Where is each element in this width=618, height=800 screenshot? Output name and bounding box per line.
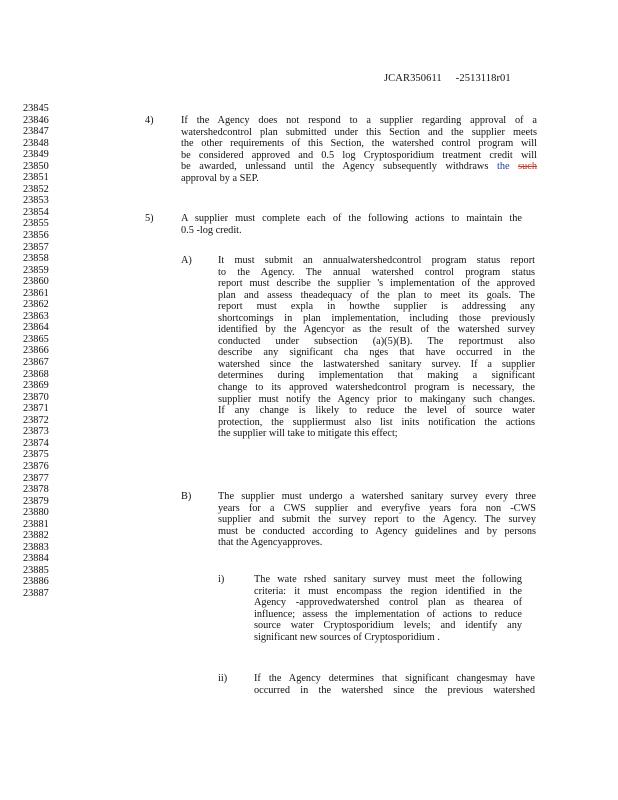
- line-number: 23851: [23, 172, 49, 184]
- text-line: watershed since the lastwatershed sanitary survey. If a supplier: [218, 358, 535, 370]
- item-4-marker: 4): [145, 115, 154, 126]
- line-number: 23861: [23, 287, 49, 299]
- text-line: [181, 161, 537, 173]
- text-line: significant new sources of Cryptosporidium .: [254, 631, 440, 643]
- text-line: 0.5 -log credit.: [181, 224, 242, 236]
- text-line: years for a CWS supplier and everyfive years fora non -CWS: [218, 502, 536, 514]
- text-line: describe any significant cha nges that have occurred in the: [218, 347, 535, 359]
- line-number: 23862: [23, 299, 49, 311]
- line-number: 23886: [23, 576, 49, 588]
- line-number: 23852: [23, 183, 49, 195]
- line-number: 23858: [23, 253, 49, 265]
- line-number-column: [23, 103, 49, 600]
- text-line: must be conducted according to Agency guidelines and by persons: [218, 525, 536, 537]
- text-line: the supplier will take to mitigate this effect;: [218, 428, 398, 440]
- line-number: 23878: [23, 484, 49, 496]
- item-5-paragraph: [181, 213, 522, 236]
- line-number: 23876: [23, 460, 49, 472]
- line-number: 23887: [23, 587, 49, 599]
- item-a-marker: A): [181, 255, 192, 266]
- text-line: the other requirements of this Section, the watershed control program will: [181, 138, 537, 150]
- line-number: 23881: [23, 518, 49, 530]
- line-number: 23853: [23, 195, 49, 207]
- document-version: -2513118r01: [455, 73, 511, 84]
- line-number: 23845: [23, 103, 49, 114]
- line-number: 23882: [23, 530, 49, 542]
- text-line: The wate rshed sanitary survey must meet the following: [254, 574, 522, 585]
- line-number: 23880: [23, 507, 49, 519]
- line-number: 23871: [23, 403, 49, 415]
- text-line: criteria: it must encompass the region identified in the: [254, 585, 522, 597]
- line-number: 23848: [23, 137, 49, 149]
- item-b-marker: B): [181, 491, 192, 502]
- struck-text: such: [518, 161, 537, 173]
- text-line: shortcomings in plan implementation, including those previously: [218, 312, 535, 324]
- line-number: 23874: [23, 437, 49, 449]
- line-number: 23866: [23, 345, 49, 357]
- line-number: 23854: [23, 206, 49, 218]
- line-number: 23872: [23, 414, 49, 426]
- item-5-marker: 5): [145, 213, 154, 224]
- item-b-paragraph: [218, 491, 536, 549]
- line-number: 23885: [23, 564, 49, 576]
- text-line: protection, the suppliermust also list inits notification the actions: [218, 416, 535, 428]
- text-line: plan and assess theadequacy of the plan to meet its goals. The: [218, 289, 535, 301]
- text-line: identified by the Agencyor as the result of the watershed survey: [218, 324, 535, 336]
- text-line: Agency -approvedwatershed control plan as thearea of: [254, 597, 522, 609]
- line-number: 23884: [23, 553, 49, 565]
- document-code: JCAR350611: [384, 73, 442, 84]
- text-line: occurred in the watershed since the previous watershed: [254, 684, 535, 696]
- line-number: 23883: [23, 541, 49, 553]
- page-header: [384, 73, 511, 84]
- text-line: determines during implementation that making a significant: [218, 370, 535, 382]
- text-line: supplier and submit the survey report to the Agency. The survey: [218, 514, 536, 526]
- line-number: 23856: [23, 230, 49, 242]
- line-number: 23877: [23, 472, 49, 484]
- text-line: The supplier must undergo a watershed sanitary survey every three: [218, 491, 536, 502]
- item-b-i-marker: i): [218, 574, 225, 585]
- text-line: conducted under subsection (a)(5)(B). The reportmust also: [218, 335, 535, 347]
- item-b-ii-paragraph: [254, 673, 535, 696]
- text-line: change to its approved watershedcontrol program is necessary, the: [218, 382, 535, 394]
- inserted-text: the: [496, 161, 510, 173]
- text-line: be considered approved and 0.5 log Cryptosporidium treatment credit will: [181, 149, 537, 161]
- text-line: If the Agency determines that significant changesmay have: [254, 673, 535, 684]
- text-line: approval by a SEP.: [181, 172, 259, 184]
- line-number: 23847: [23, 126, 49, 138]
- item-4-paragraph: [181, 115, 537, 184]
- line-number: 23849: [23, 149, 49, 161]
- text-line: It must submit an annualwatershedcontrol program status report: [218, 255, 535, 266]
- text-line: source water Cryptosporidium levels; and identify any: [254, 620, 522, 632]
- line-number: 23868: [23, 368, 49, 380]
- text-line: to the Agency. The annual watershed control program status: [218, 266, 535, 278]
- line-number: 23867: [23, 357, 49, 369]
- line-number: 23860: [23, 276, 49, 288]
- line-number: 23850: [23, 160, 49, 172]
- text-line: watershedcontrol plan submitted under this Section and the supplier meets: [181, 126, 537, 138]
- item-a-paragraph: [218, 255, 535, 440]
- item-b-ii-marker: ii): [218, 673, 228, 684]
- text-line: influence; assess the implementation of actions to reduce: [254, 608, 522, 620]
- text-line: A supplier must complete each of the following actions to maintain the: [181, 213, 522, 224]
- text-line: supplier must notify the Agency prior to makingany such changes.: [218, 393, 535, 405]
- line-number: 23870: [23, 391, 49, 403]
- line-number: 23863: [23, 310, 49, 322]
- line-number: 23864: [23, 322, 49, 334]
- text-line: If any change is likely to reduce the level of source water: [218, 405, 535, 417]
- line-number: 23873: [23, 426, 49, 438]
- text-line: report must describe the supplier 's implementation of the approved: [218, 278, 535, 290]
- line-number: 23859: [23, 264, 49, 276]
- line-number: 23857: [23, 241, 49, 253]
- text-line: that the Agencyapproves.: [218, 537, 323, 549]
- item-b-i-paragraph: [254, 574, 522, 643]
- line-number: 23846: [23, 114, 49, 126]
- line-number: 23865: [23, 333, 49, 345]
- text-fragment: be awarded, unlessand until the Agency subsequently withdraws: [181, 161, 489, 173]
- line-number: 23855: [23, 218, 49, 230]
- text-line: If the Agency does not respond to a supplier regarding approval of a: [181, 115, 537, 126]
- line-number: 23879: [23, 495, 49, 507]
- line-number: 23875: [23, 449, 49, 461]
- text-line: report must expla in howthe supplier is addressing any: [218, 301, 535, 313]
- line-number: 23869: [23, 380, 49, 392]
